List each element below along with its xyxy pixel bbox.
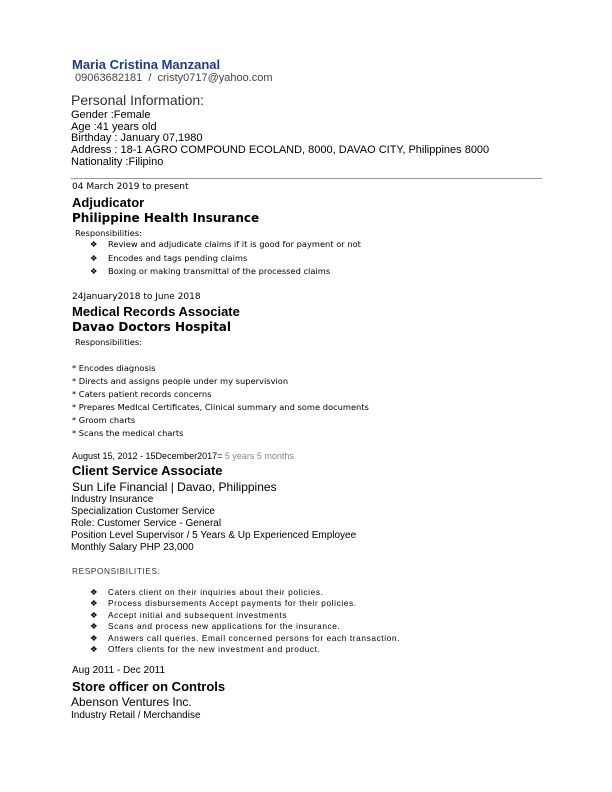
job3-detail: Specialization Customer Service xyxy=(71,506,215,517)
gender: Gender :Female xyxy=(71,109,151,121)
job2-item: * Directs and assigns people under my supervisvion xyxy=(72,376,289,386)
job4-industry: Industry Retail / Merchandise xyxy=(71,710,201,721)
contact-separator: / xyxy=(148,72,152,84)
job2-item: * Prepares MedIcal Certificates, Clinical summary and some documents xyxy=(72,402,369,412)
address: Address : 18-1 AGRO COMPOUND ECOLAND, 8000, DAVAO CITY, Philippines 8000 xyxy=(71,144,490,156)
personal-info-heading: Personal Information: xyxy=(71,92,205,108)
job2-item: * Caters patient records concerns xyxy=(72,389,212,399)
diamond-bullet-icon: ❖ xyxy=(90,253,98,263)
diamond-bullet-icon: ❖ xyxy=(90,633,98,643)
diamond-bullet-icon: ❖ xyxy=(90,239,98,249)
job4-company: Abenson Ventures Inc. xyxy=(71,695,192,709)
diamond-bullet-icon: ❖ xyxy=(90,266,98,276)
job3-detail: Monthly Salary PHP 23,000 xyxy=(71,542,194,553)
job1-title: Adjudicator xyxy=(72,195,145,210)
job4-title: Store officer on Controls xyxy=(72,679,226,694)
job1-item: ❖ Encodes and tags pending claims xyxy=(90,253,248,263)
job2-item: * Encodes diagnosis xyxy=(72,363,156,373)
job3-dates: August 15, 2012 - 15December2017= xyxy=(72,451,223,461)
job3-item: ❖ Offers clients for the new investment and product. xyxy=(90,644,321,654)
job2-item: * Groom charts xyxy=(72,415,136,425)
job3-company: Sun Life Financial | Davao, Philippines xyxy=(72,480,277,494)
diamond-bullet-icon: ❖ xyxy=(90,610,98,620)
job3-detail: Industry Insurance xyxy=(71,494,154,505)
job2-company: Davao Doctors Hospital xyxy=(72,320,232,334)
birthday: Birthday : January 07,1980 xyxy=(71,132,203,144)
section-divider xyxy=(71,178,542,179)
candidate-name: Maria Cristina Manzanal xyxy=(72,57,221,72)
job2-responsibilities-label: Responsibilities: xyxy=(75,337,143,347)
job3-item: ❖ Caters client on their inquiries about their policies. xyxy=(90,587,324,597)
job1-company: Philippine Health Insurance xyxy=(72,211,260,225)
diamond-bullet-icon: ❖ xyxy=(90,644,98,654)
age: Age :41 years old xyxy=(71,121,157,133)
job3-title: Client Service Associate xyxy=(72,463,223,478)
job1-item: ❖ Boxing or making transmittal of the processed claims xyxy=(90,266,331,276)
job2-item: * Scans the medical charts xyxy=(72,428,184,438)
diamond-bullet-icon: ❖ xyxy=(90,598,98,608)
phone-number: 09063682181 xyxy=(75,72,143,84)
job3-item: ❖ Answers call queries. Email concerned persons for each transaction. xyxy=(90,633,400,643)
nationality: Nationality :Filipino xyxy=(71,156,164,168)
job3-item: ❖ Process disbursements Accept payments for their policies. xyxy=(90,598,357,608)
diamond-bullet-icon: ❖ xyxy=(90,621,98,631)
job2-dates: 24January2018 to June 2018 xyxy=(72,292,201,302)
job3-detail: Role: Customer Service - General xyxy=(71,518,222,529)
job3-duration: 5 years 5 months xyxy=(224,451,294,461)
job3-item: ❖ Accept initial and subsequent investments xyxy=(90,610,288,620)
job1-responsibilities-label: Responsibilities: xyxy=(75,228,143,238)
job3-item: ❖ Scans and process new applications for the insurance. xyxy=(90,621,341,631)
diamond-bullet-icon: ❖ xyxy=(90,587,98,597)
job3-dates-line xyxy=(72,451,294,461)
job1-item: ❖ Review and adjudicate claims if it is good for payment or not xyxy=(90,239,361,249)
job3-detail: Position Level Supervisor / 5 Years & Up Experienced Employee xyxy=(71,530,357,541)
job1-dates: 04 March 2019 to present xyxy=(72,182,189,192)
email-address: cristy0717@yahoo.com xyxy=(157,72,273,84)
job2-title: Medical Records Associate xyxy=(72,304,240,319)
job3-responsibilities-label: RESPONSIBILITIES: xyxy=(72,566,161,576)
job4-dates: Aug 2011 - Dec 2011 xyxy=(72,665,166,676)
contact-line xyxy=(75,72,273,84)
